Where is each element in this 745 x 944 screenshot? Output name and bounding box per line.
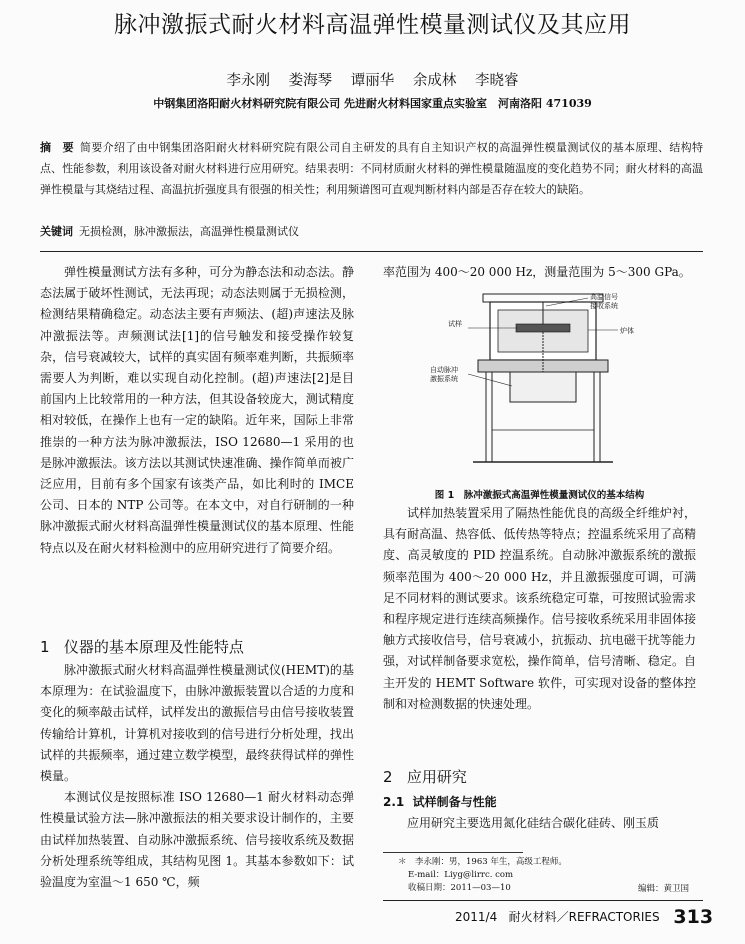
label-sample: 试样 — [448, 320, 462, 328]
subsection-2-1-body — [383, 813, 696, 834]
author-name: 余成林 — [412, 73, 457, 89]
left-column — [40, 262, 354, 559]
abstract — [40, 137, 703, 200]
subsection-title: 试样制备与性能 — [412, 795, 497, 809]
section-title: 仪器的基本原理及性能特点 — [63, 638, 244, 656]
header-divider — [40, 251, 703, 252]
label-signal: 高温信号 — [590, 293, 618, 301]
subsection-2-1-heading — [383, 793, 497, 810]
subsection-number: 2.1 — [383, 795, 405, 809]
right-leg — [594, 372, 600, 462]
section-2-heading — [383, 766, 467, 787]
leader-line — [468, 374, 512, 386]
footnote-divider — [383, 852, 523, 853]
section-number: 1 — [40, 638, 50, 656]
affiliation: 中钢集团洛阳耐火材料研究院有限公司 先进耐火材料国家重点实验室 河南洛阳 471039 — [153, 97, 592, 110]
right-column-top — [383, 262, 696, 283]
author-name: 李晓睿 — [474, 73, 519, 89]
keywords-label: 关键词 — [40, 225, 73, 238]
body-paragraph: 本测试仪是按照标准 ISO 12680—1 耐火材料动态弹性模量试验方法—脉冲激振法的相关要求设计制作的，主要由试样加热装置、自动脉冲激振系统、信号接收系统及数据分析处理系统等组成，其结构见图 1。其基本参数如下：试验温度为室温～1 650 ℃，频 — [40, 790, 354, 890]
footnote — [398, 856, 567, 895]
keywords-text: 无损检测，脉冲激振法，高温弹性模量测试仪 — [79, 225, 299, 238]
paper-title: 脉冲激振式耐火材料高温弹性模量测试仪及其应用 — [114, 12, 631, 38]
author-name: 李永刚 — [226, 73, 271, 89]
author-list — [0, 69, 745, 90]
top-plate — [483, 294, 603, 302]
label-signal-2: 接收系统 — [590, 302, 618, 310]
footer-divider — [383, 900, 703, 901]
author-name: 谭丽华 — [350, 73, 395, 89]
author-name: 娄海琴 — [288, 73, 333, 89]
body-line: 率范围为 400～20 000 Hz，测量范围为 5～300 GPa。 — [383, 265, 691, 279]
keywords — [40, 222, 703, 242]
section-title: 应用研究 — [406, 768, 467, 786]
left-leg — [486, 372, 492, 462]
abstract-text: 简要介绍了由中钢集团洛阳耐火材料研究院有限公司自主研发的具有自主知识产权的高温弹性模量测试仪的基本原理、结构特点、性能参数，利用该设备对耐火材料进行应用研究。结果表明：不同材质耐火材料的弹性模量随温度的变化趋势不同；耐火材料的高温弹性模量与其烧结过程、高温抗折强度具有很强的相关性；利用频谱图可直观判断材料内部是否存在较大的缺陷。 — [40, 141, 703, 196]
instrument-structure-figure — [428, 290, 653, 470]
abstract-label: 摘 要 — [40, 141, 74, 154]
body-paragraph: 脉冲激振式耐火材料高温弹性模量测试仪(HEMT)的基本原理为：在试验温度下，由脉冲激振装置以合适的力度和变化的频率敲击试样，试样发出的激振信号由信号接收装置传输给计算机，计算机对接收到的信号进行分析处理，找出试样的共振频率，通过建立数学模型，最终获得试样的弹性模量。 — [40, 663, 354, 784]
label-pulse-2: 激振系统 — [430, 375, 458, 383]
label-pulse: 自动脉冲 — [430, 366, 458, 374]
section-1-heading — [40, 636, 244, 657]
section-number: 2 — [383, 768, 393, 786]
footnote-editor: 编辑：黄卫国 — [638, 884, 690, 894]
issue: 2011/4 — [455, 910, 498, 924]
section-1-body — [40, 660, 354, 893]
footnote-email: E-mail：Liyg@lirrc. com — [408, 870, 514, 880]
footnote-received: 收稿日期：2011—03—10 — [408, 883, 511, 893]
body-paragraph: 试样加热装置采用了隔热性能优良的高级全纤维炉衬，具有耐高温、热容低、低传热等特点；控温系统采用了高精度、高灵敏度的 PID 控温系统。自动脉冲激振系统的激振频率范围为 400～20 000 Hz，并且激振强度可调，可满足不同材料的测试要求。该系统稳定可靠，可按照试验需求和程序规定进行连续高频操作。信号接收系统采用非固体接触方式接收信号，信号衰减小，抗振动、抗电磁干扰等能力强，对试样制备要求宽松，操作简单，信号清晰、稳定。自主开发的 HEMT Software 软件，可实现对设备的整体控制和对检测数据的快速处理。 — [383, 506, 696, 711]
right-column-body — [383, 503, 696, 715]
intro-paragraph: 弹性模量测试方法有多种，可分为静态法和动态法。静态法属于破坏性测试，无法再现；动态法则属于无损检测，检测结果精确稳定。动态法主要有声频法、(超)声速法及脉冲激振法等。声频测试法[1]的信号触发和接受操作较复杂，信号衰减较大，试样的真实固有频率难判断，共振频率需要人为判断，难以实现自动化控制。(超)声速法[2]是目前国内上比较常用的一种方法，但其设备较庞大，测试精度相对较低，在操作上也有一定的缺陷。近年来，国际上非常推崇的一种方法为脉冲激振法，ISO 12680—1 采用的也是脉冲激振法。该方法以其测试快速准确、操作简单而被广泛应用，目前有多个国家有该类产品，如比利时的 IMCE 公司、日本的 NTP 公司等。在本文中，对自行研制的一种脉冲激振式耐火材料高温弹性模量测试仪的基本原理、性能特点以及在耐火材料检测中的应用研究进行了简要介绍。 — [40, 265, 354, 555]
footnote-author: ＊ 李永刚：男，1963 年生，高级工程师。 — [398, 857, 567, 867]
journal-name: 耐火材料／REFRACTORIES — [508, 910, 660, 924]
page-footer — [455, 906, 713, 928]
sample-bar — [516, 324, 570, 332]
page-number: 313 — [673, 906, 714, 928]
figure-caption: 图 1 脉冲激振式高温弹性模量测试仪的基本结构 — [434, 490, 645, 501]
body-paragraph: 应用研究主要选用氮化硅结合碳化硅砖、刚玉质 — [407, 816, 660, 830]
label-furnace: 炉体 — [620, 327, 634, 335]
pulse-exciter — [510, 372, 576, 402]
